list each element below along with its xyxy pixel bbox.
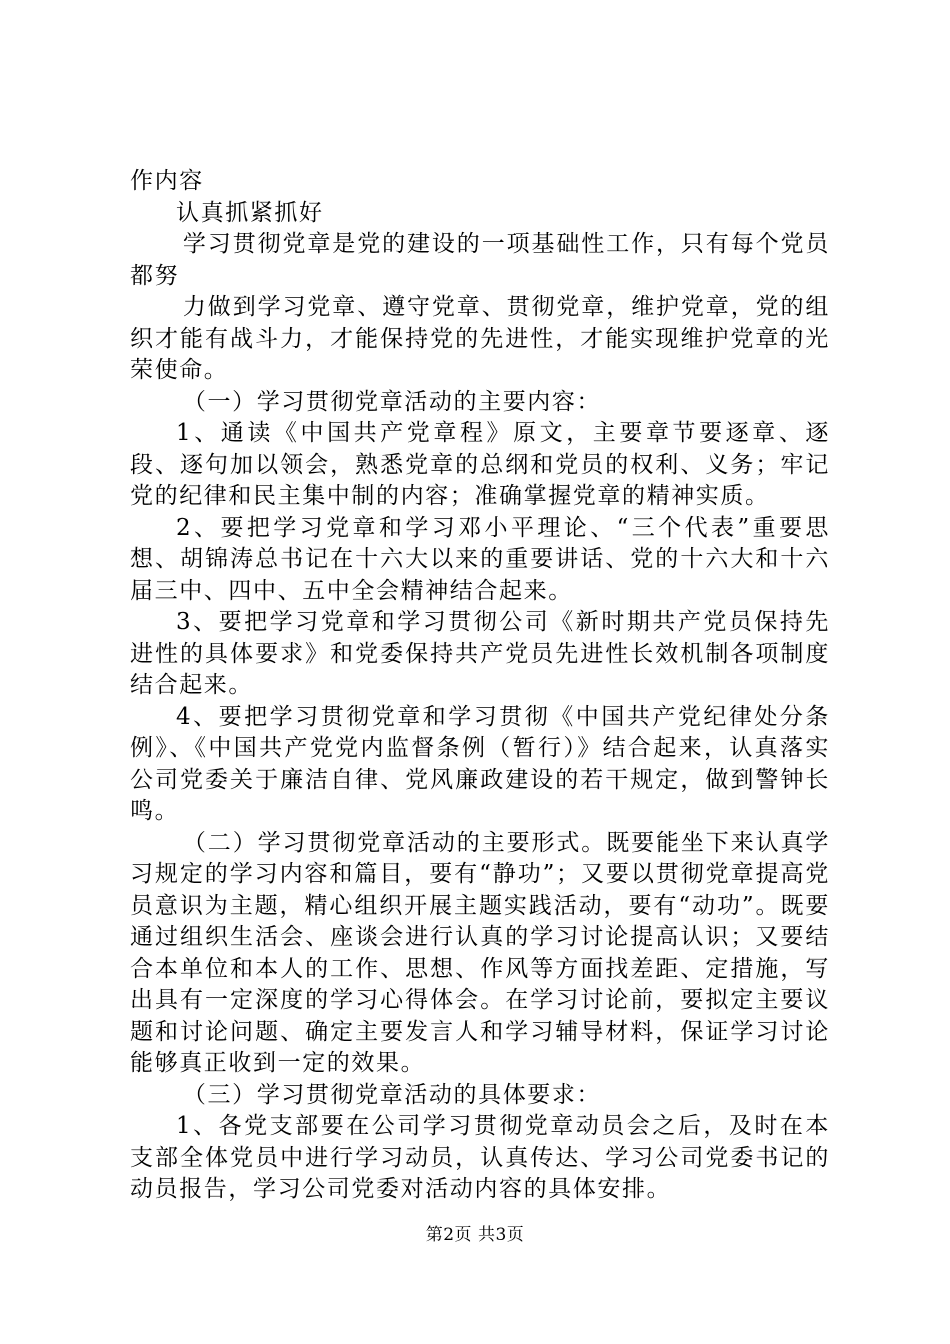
document-body	[130, 166, 830, 1206]
paragraph-continuation: 作内容	[130, 168, 204, 194]
list-item-1-3: 3、要把学习党章和学习贯彻公司《新时期共产党员保持先进性的具体要求》和党委保持共产党员先进性长效机制各项制度结合起来。	[130, 609, 830, 698]
section-heading-1: （一）学习贯彻党章活动的主要内容：	[182, 388, 602, 415]
list-item-1-2: 2、要把学习党章和学习邓小平理论、“三个代表”重要思想、胡锦涛总书记在十六大以来的重要讲话、党的十六大和十六届三中、四中、五中全会精神结合起来。	[130, 514, 830, 604]
paragraph-subheading: 认真抓紧抓好	[176, 199, 324, 226]
paragraph-intro: 学习贯彻党章是党的建设的一项基础性工作，只有每个党员都努	[130, 231, 830, 289]
page-footer: 第2页 共3页	[425, 1225, 525, 1245]
list-item-3-1: 1、各党支部要在公司学习贯彻党章动员会之后，及时在本支部全体党员中进行学习动员，认真传达、学习公司党委书记的动员报告，学习公司党委对活动内容的具体安排。	[130, 1113, 830, 1202]
section-heading-3: （三）学习贯彻党章活动的具体要求：	[182, 1081, 602, 1108]
section-2-paragraph: （二）学习贯彻党章活动的主要形式。既要能坐下来认真学习规定的学习内容和篇目，要有“静功”；又要以贯彻党章提高党员意识为主题，精心组织开展主题实践活动，要有“动功”。既要通过组织生活会、座谈会进行认真的学习讨论提高认识；又要结合本单位和本人的工作、思想、作风等方面找差距、定措施，写出具有一定深度的学习心得体会。在学习讨论前，要拟定主要议题和讨论问题、确定主要发言人和学习辅导材料，保证学习讨论能够真正收到一定的效果。	[130, 829, 830, 1076]
paragraph-intro-continued: 力做到学习党章、遵守党章、贯彻党章，维护党章，党的组织才能有战斗力，才能保持党的先进性，才能实现维护党章的光荣使命。	[130, 294, 830, 383]
list-item-1-1: 1、通读《中国共产党章程》原文，主要章节要逐章、逐段、逐句加以领会，熟悉党章的总纲和党员的权利、义务；牢记党的纪律和民主集中制的内容；准确掌握党章的精神实质。	[130, 420, 830, 509]
list-item-1-4: 4、要把学习贯彻党章和学习贯彻《中国共产党纪律处分条例》、《中国共产党党内监督条例（暂行）》结合起来，认真落实公司党委关于廉洁自律、党风廉政建设的若干规定，做到警钟长鸣。	[130, 703, 830, 824]
